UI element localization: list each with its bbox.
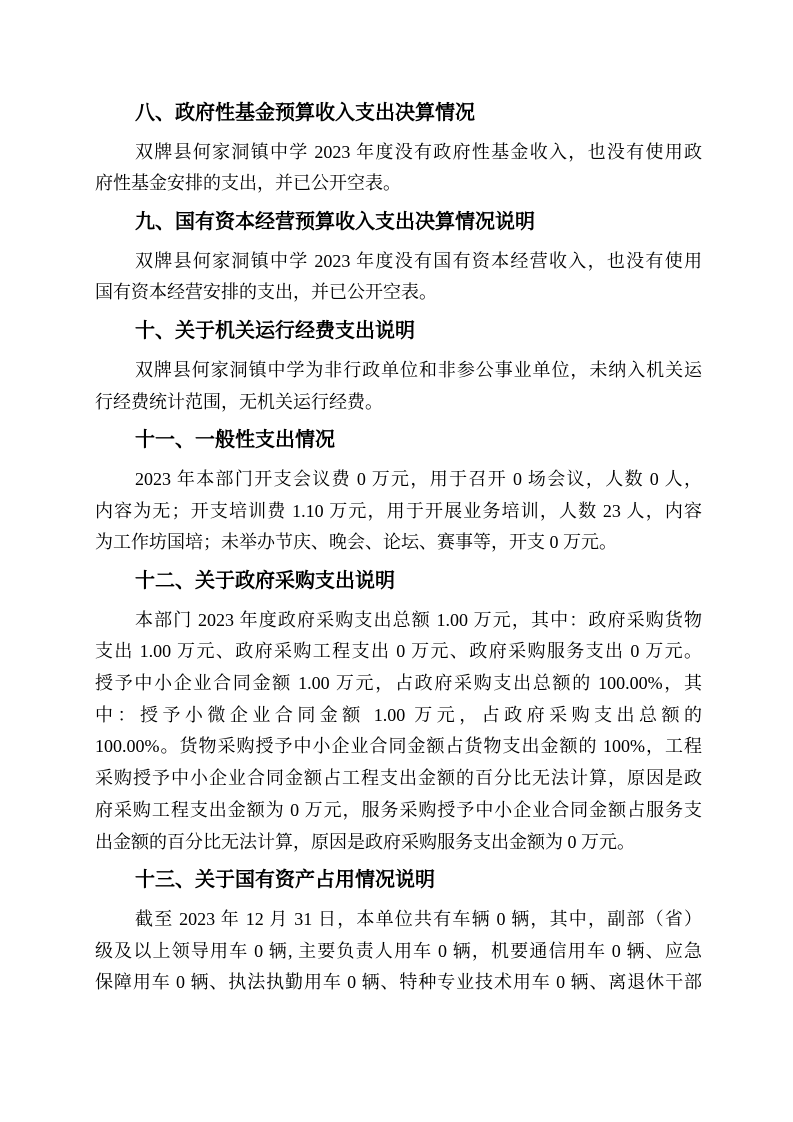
paragraph-line: 双牌县何家洞镇中学为非行政单位和非参公事业单位，未纳入机关运 (135, 359, 702, 380)
paragraph-line: 出金额的百分比无法计算，原因是政府采购服务支出金额为 0 万元。 (95, 831, 635, 852)
section-heading-sec-8: 八、政府性基金预算收入支出决算情况 (135, 102, 475, 124)
section-heading-sec-13: 十三、关于国有资产占用情况说明 (135, 869, 435, 892)
section-heading-sec-10: 十、关于机关运行经费支出说明 (135, 320, 415, 343)
paragraph-line: 截至 2023 年 12 月 31 日，本单位共有车辆 0 辆，其中，副部（省） (135, 908, 702, 929)
paragraph-line: 2023 年本部门开支会议费 0 万元，用于召开 0 场会议，人数 0 人， (135, 468, 702, 489)
paragraph-line: 行经费统计范围，无机关运行经费。 (95, 391, 383, 412)
paragraph-line: 100.00%。货物采购授予中小企业合同金额占货物支出金额的 100%，工程 (95, 736, 702, 757)
paragraph-line: 双牌县何家洞镇中学 2023 年度没有国有资本经营收入，也没有使用 (135, 250, 702, 271)
paragraph-line: 采购授予中小企业合同金额占工程支出金额的百分比无法计算，原因是政 (95, 768, 702, 789)
paragraph-line: 支出 1.00 万元、政府采购工程支出 0 万元、政府采购服务支出 0 万元。 (95, 641, 702, 662)
paragraph-line: 府性基金安排的支出，并已公开空表。 (95, 173, 401, 194)
paragraph-line: 授予中小企业合同金额 1.00 万元，占政府采购支出总额的 100.00%，其 (95, 673, 702, 694)
document-content (95, 91, 702, 999)
paragraph-line: 中：授予小微企业合同金额 1.00 万元，占政府采购支出总额的 (95, 704, 702, 725)
paragraph-line: 府采购工程支出金额为 0 万元，服务采购授予中小企业合同金额占服务支 (95, 799, 702, 820)
section-heading-sec-12: 十二、关于政府采购支出说明 (135, 570, 395, 592)
paragraph-line: 双牌县何家洞镇中学 2023 年度没有政府性基金收入，也没有使用政 (135, 141, 702, 162)
paragraph-line: 本部门 2023 年度政府采购支出总额 1.00 万元，其中：政府采购货物 (135, 609, 702, 630)
section-heading-sec-11: 十一、一般性支出情况 (135, 429, 335, 452)
paragraph-line: 国有资本经营安排的支出，并已公开空表。 (95, 282, 437, 303)
paragraph-line: 级及以上领导用车 0 辆, 主要负责人用车 0 辆，机要通信用车 0 辆、应急 (95, 940, 702, 961)
section-heading-sec-9: 九、国有资本经营预算收入支出决算情况说明 (135, 211, 535, 234)
paragraph-line: 保障用车 0 辆、执法执勤用车 0 辆、特种专业技术用车 0 辆、离退休干部 (95, 972, 702, 993)
paragraph-line: 为工作坊国培；未举办节庆、晚会、论坛、赛事等，开支 0 万元。 (95, 532, 617, 553)
paragraph-line: 内容为无；开支培训费 1.10 万元，用于开展业务培训，人数 23 人，内容 (95, 500, 702, 521)
